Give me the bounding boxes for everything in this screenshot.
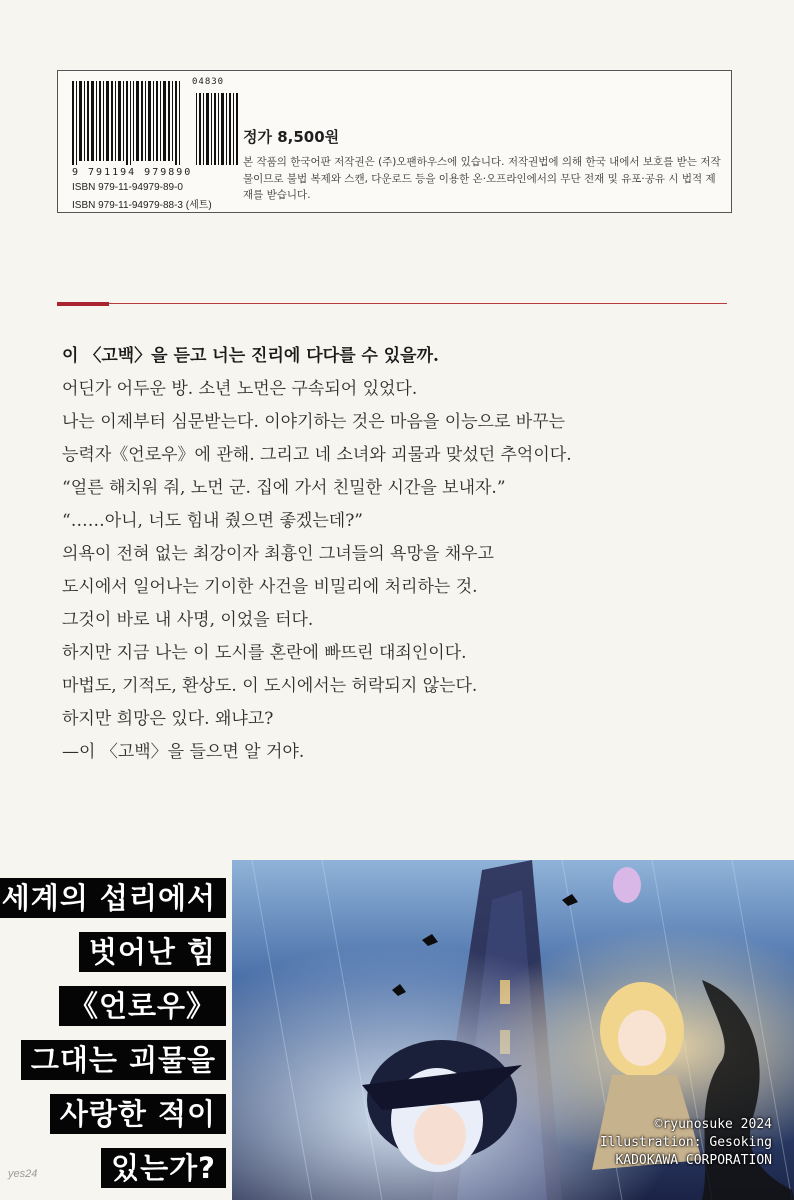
credit-copyright: ©ryunosuke 2024 bbox=[654, 1117, 772, 1132]
price: 정가 8,500원 bbox=[243, 128, 340, 146]
synopsis-line: 도시에서 일어나는 기이한 사건을 비밀리에 처리하는 것. bbox=[62, 577, 478, 597]
isbn-set: ISBN 979-11-94979-88-3 (세트) bbox=[72, 200, 212, 211]
tagline-line bbox=[50, 1094, 226, 1134]
synopsis-line: 능력자《언로우》에 관해. 그리고 네 소녀와 괴물과 맞섰던 추억이다. bbox=[62, 445, 572, 465]
divider-accent bbox=[57, 302, 109, 306]
synopsis-line: 마법도, 기적도, 환상도. 이 도시에서는 허락되지 않는다. bbox=[62, 676, 478, 696]
synopsis-line: 의욕이 전혀 없는 최강이자 최흉인 그녀들의 욕망을 채우고 bbox=[62, 544, 494, 564]
synopsis bbox=[62, 340, 752, 769]
divider-line bbox=[57, 303, 727, 304]
copyright-notice: 본 작품의 한국어판 저작권은 (주)오팬하우스에 있습니다. 저작권법에 의해 한국 내에서 보호를 받는 저작물이므로 불법 복제와 스캔, 다운로드 등을 이용한 온·오프라인에서의 무단 전재 및 유포·공유 시 법적 제재를 받습니다. bbox=[243, 156, 721, 201]
tagline-line bbox=[59, 986, 226, 1026]
isbn-main: ISBN 979-11-94979-89-0 bbox=[72, 182, 183, 193]
ean-digits: 9 791194 979890 bbox=[72, 167, 193, 178]
tagline-text: 《언로우》 bbox=[59, 986, 226, 1026]
synopsis-lead: 이 〈고백〉을 듣고 너는 진리에 다다를 수 있을까. bbox=[62, 346, 439, 366]
tagline-text: 그대는 괴물을 bbox=[21, 1040, 226, 1080]
tagline-line bbox=[0, 878, 226, 918]
tagline-line bbox=[101, 1148, 226, 1188]
credit-illustration: Illustration: Gesoking bbox=[599, 1135, 772, 1150]
watermark: yes24 bbox=[8, 1168, 38, 1180]
section-divider bbox=[57, 302, 727, 305]
tagline-text: 세계의 섭리에서 bbox=[0, 878, 226, 918]
addon-code: 04830 bbox=[192, 77, 225, 87]
synopsis-line: 그것이 바로 내 사명, 이었을 터다. bbox=[62, 610, 314, 630]
barcode-box bbox=[57, 70, 732, 213]
synopsis-line: 하지만 희망은 있다. 왜냐고? bbox=[62, 709, 274, 729]
isbn-barcode bbox=[70, 79, 240, 165]
tagline-text: 사랑한 적이 bbox=[50, 1094, 226, 1134]
tagline-text: 있는가? bbox=[101, 1148, 226, 1188]
tagline-line bbox=[79, 932, 226, 972]
synopsis-line: 어딘가 어두운 방. 소년 노먼은 구속되어 있었다. bbox=[62, 379, 418, 399]
synopsis-line: “얼른 해치워 줘, 노먼 군. 집에 가서 친밀한 시간을 보내자.” bbox=[62, 478, 506, 498]
artwork-credits bbox=[600, 1116, 772, 1170]
barcode-bars bbox=[70, 79, 240, 165]
credit-publisher: KADOKAWA CORPORATION bbox=[615, 1153, 772, 1168]
synopsis-line: —이 〈고백〉을 들으면 알 거야. bbox=[62, 742, 305, 762]
synopsis-line: “……아니, 너도 힘내 줬으면 좋겠는데?” bbox=[62, 511, 364, 531]
synopsis-line: 하지만 지금 나는 이 도시를 혼란에 빠뜨린 대죄인이다. bbox=[62, 643, 467, 663]
tagline-text: 벗어난 힘 bbox=[79, 932, 226, 972]
tagline-line bbox=[21, 1040, 226, 1080]
synopsis-line: 나는 이제부터 심문받는다. 이야기하는 것은 마음을 이능으로 바꾸는 bbox=[62, 412, 566, 432]
